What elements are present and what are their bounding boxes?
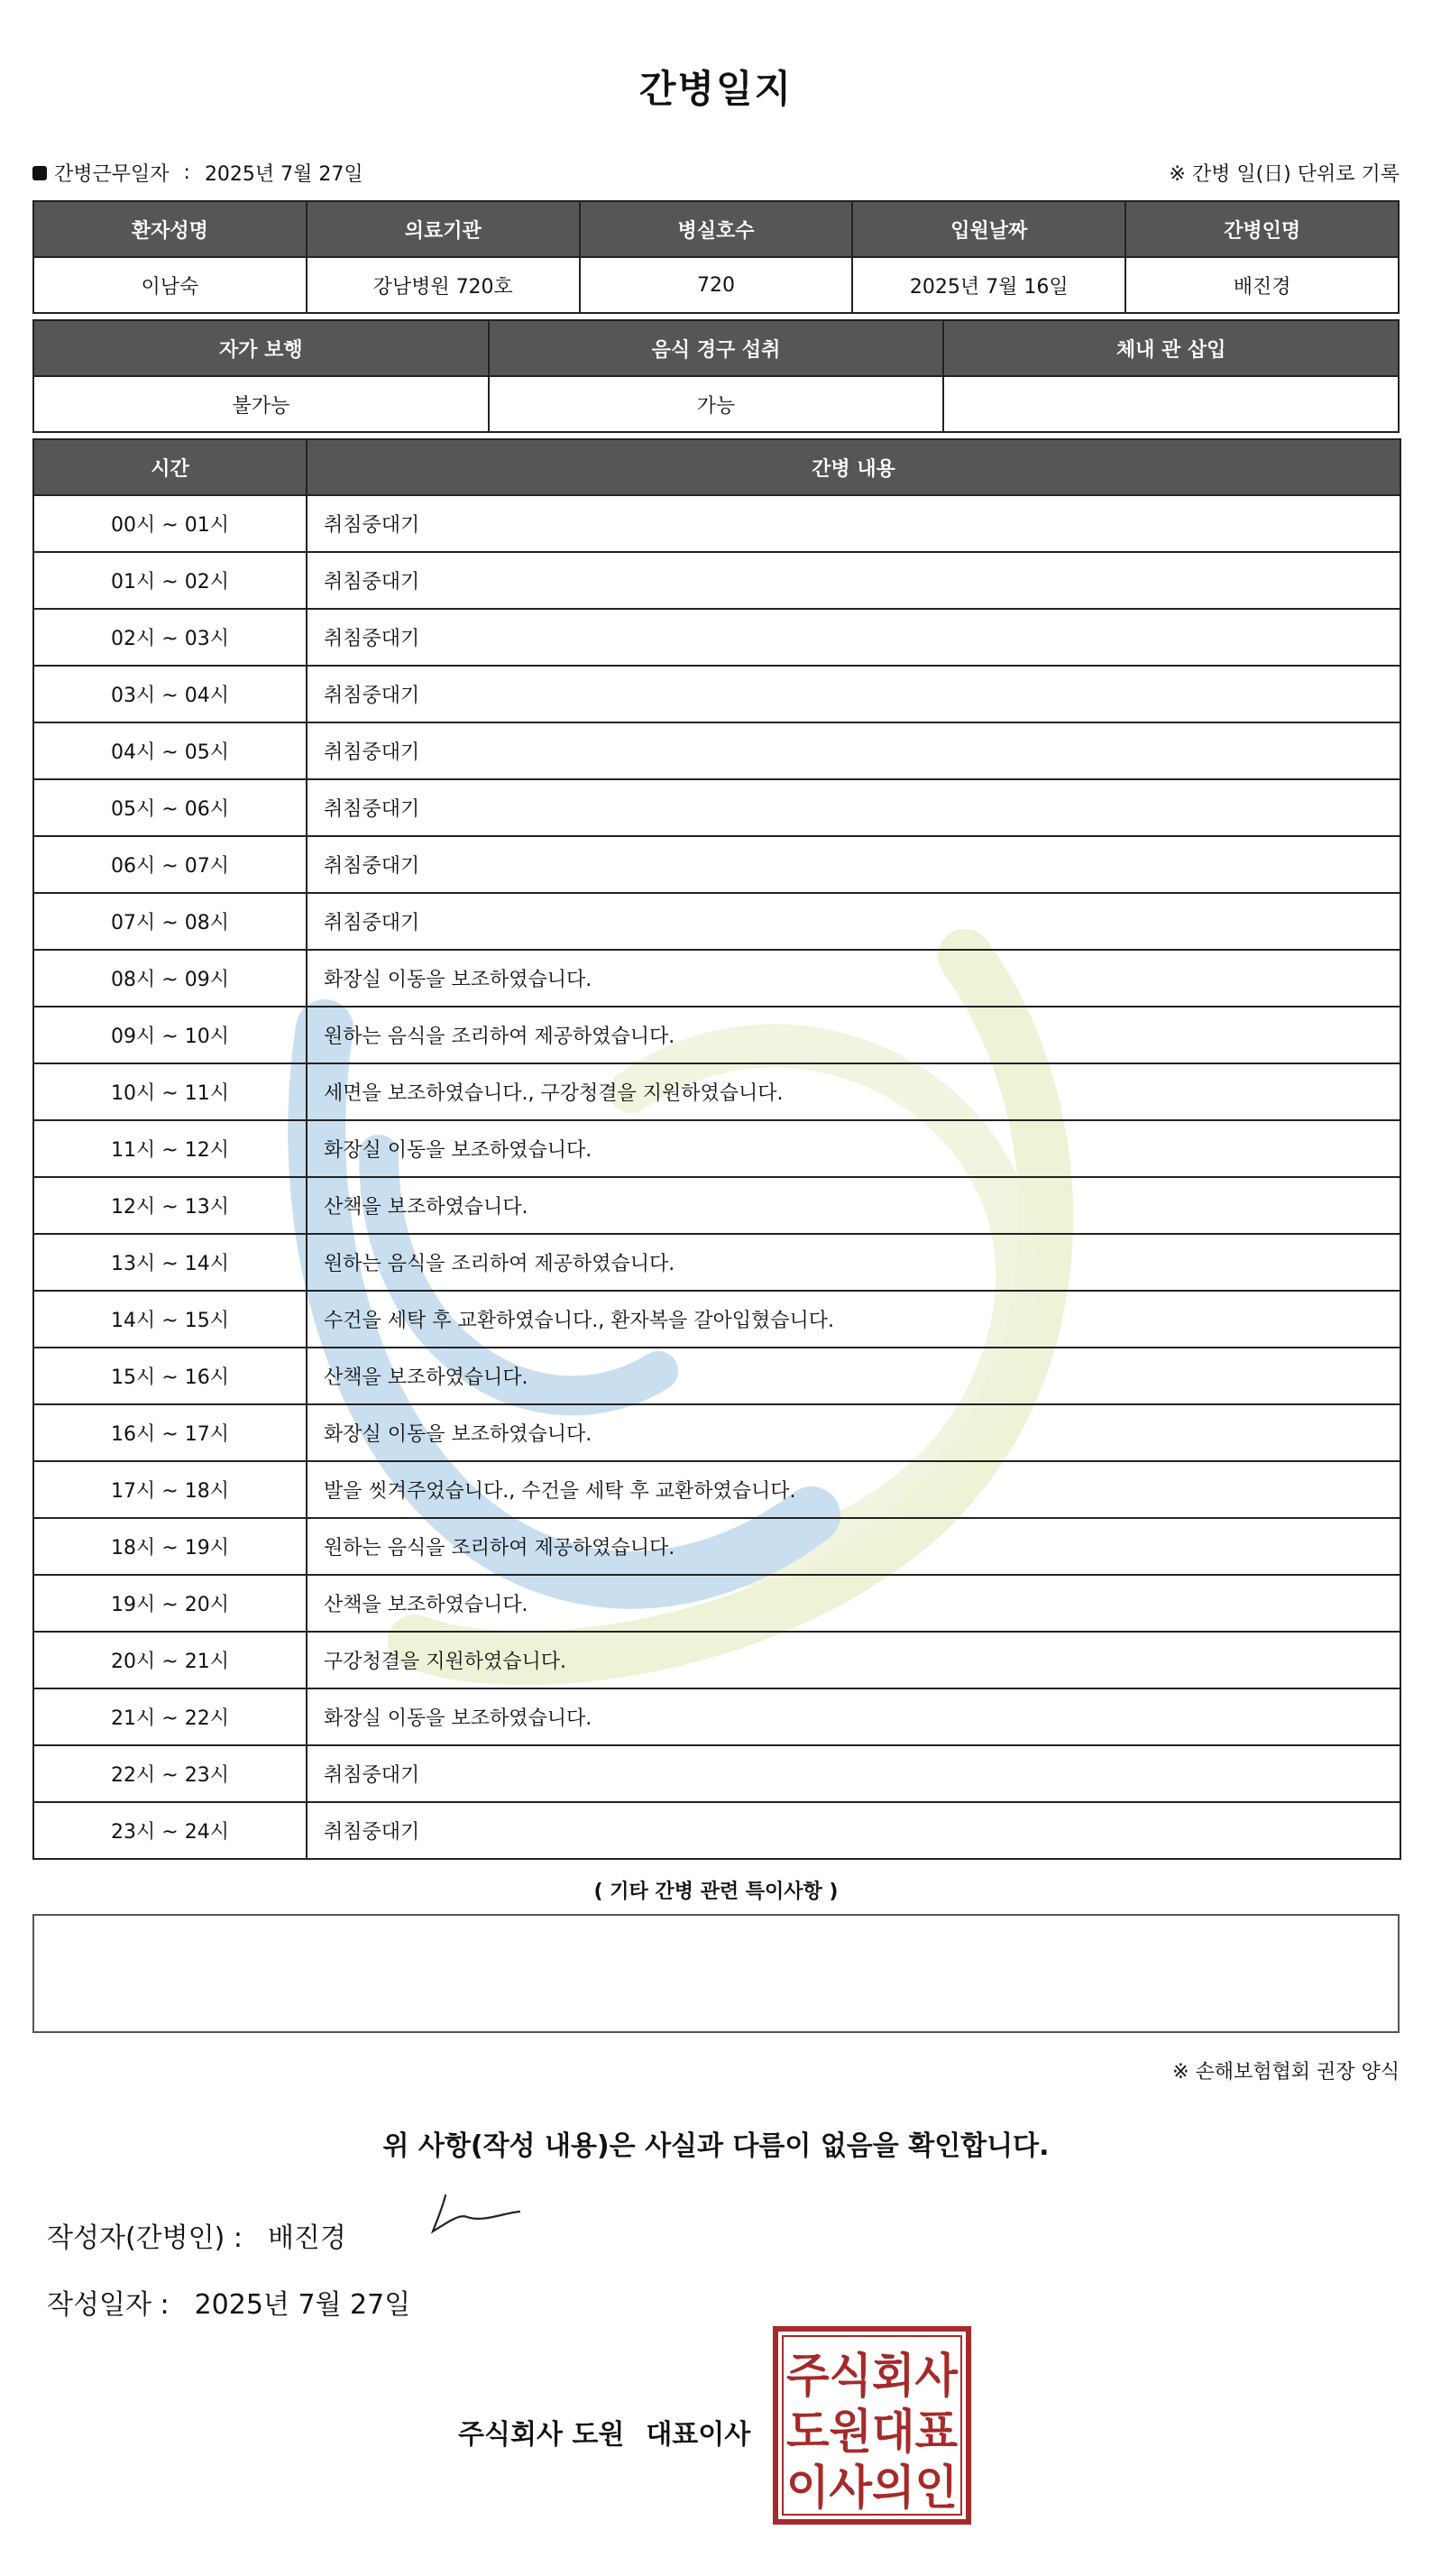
care-log-time: 06시 ~ 07시 (33, 836, 307, 893)
care-log-content: 화장실 이동을 보조하였습니다. (307, 1120, 1400, 1177)
care-log-row (33, 779, 1400, 836)
company-name: 주식회사 도원 (458, 2419, 625, 2451)
care-log-time: 04시 ~ 05시 (33, 722, 307, 779)
care-log-content: 취침중대기 (307, 552, 1400, 609)
care-log-time: 15시 ~ 16시 (33, 1348, 307, 1404)
work-date-label: 간병근무일자 (54, 163, 170, 186)
care-log-row (33, 1177, 1400, 1234)
care-log-row (33, 1575, 1400, 1632)
admission-date: 2025년 7월 16일 (852, 257, 1125, 313)
company-seal-stamp (772, 2325, 972, 2525)
care-log-row (33, 1120, 1400, 1177)
care-log-row (33, 950, 1400, 1007)
patient-status-table (32, 319, 1400, 433)
written-date-value: 2025년 7월 27일 (194, 2289, 411, 2321)
header-hospital: 의료기관 (307, 201, 580, 257)
writer-name: 배진경 (267, 2222, 346, 2254)
care-log-time: 03시 ~ 04시 (33, 666, 307, 722)
patient-info-header-row (33, 201, 1399, 257)
care-log-row (33, 1688, 1400, 1745)
header-self-walking: 자가 보행 (33, 320, 489, 376)
care-log-time: 09시 ~ 10시 (33, 1007, 307, 1063)
care-log-row (33, 1632, 1400, 1688)
care-log-time: 10시 ~ 11시 (33, 1063, 307, 1120)
care-log-time: 16시 ~ 17시 (33, 1404, 307, 1461)
care-log-content: 화장실 이동을 보조하였습니다. (307, 1404, 1400, 1461)
care-log-header-row (33, 439, 1400, 495)
care-log-table (32, 438, 1401, 1860)
care-log-content: 취침중대기 (307, 1745, 1400, 1802)
care-log-time: 01시 ~ 02시 (33, 552, 307, 609)
care-log-time: 13시 ~ 14시 (33, 1234, 307, 1291)
care-log-row (33, 495, 1400, 552)
care-log-row (33, 1404, 1400, 1461)
self-walking-value: 불가능 (33, 376, 489, 432)
remarks-title: ( 기타 간병 관련 특이사항 ) (593, 1881, 839, 1903)
work-date (32, 159, 363, 187)
care-log-content: 원하는 음식을 조리하여 제공하였습니다. (307, 1234, 1400, 1291)
care-log-content: 산책을 보조하였습니다. (307, 1348, 1400, 1404)
care-log-row (33, 1234, 1400, 1291)
care-log-time: 19시 ~ 20시 (33, 1575, 307, 1632)
care-log-time: 22시 ~ 23시 (33, 1745, 307, 1802)
care-log-row (33, 609, 1400, 666)
form-source-note: ※ 손해보험협회 권장 양식 (1172, 2061, 1400, 2084)
patient-name: 이남숙 (33, 257, 307, 313)
care-log-row (33, 1063, 1400, 1120)
care-log-row (33, 552, 1400, 609)
care-log-content: 화장실 이동을 보조하였습니다. (307, 950, 1400, 1007)
work-date-value: 2025년 7월 27일 (204, 163, 363, 186)
care-log-content: 취침중대기 (307, 836, 1400, 893)
confirmation-statement: 위 사항(작성 내용)은 사실과 다름이 없음을 확인합니다. (382, 2130, 1050, 2162)
patient-status-header-row (33, 320, 1399, 376)
care-log-content: 구강청결을 지원하였습니다. (307, 1632, 1400, 1688)
care-log-row (33, 666, 1400, 722)
bullet-square-icon (32, 166, 47, 180)
writer-label: 작성자(간병인) : (47, 2222, 243, 2254)
care-log-time: 21시 ~ 22시 (33, 1688, 307, 1745)
header-care-content: 간병 내용 (307, 439, 1400, 495)
care-log-row (33, 722, 1400, 779)
meta-row (32, 159, 1400, 186)
page-title: 간병일지 (638, 67, 794, 111)
care-log-time: 20시 ~ 21시 (33, 1632, 307, 1688)
care-log-content: 산책을 보조하였습니다. (307, 1177, 1400, 1234)
seal-line-3: 이사의인 (786, 2461, 958, 2516)
header-time: 시간 (33, 439, 307, 495)
written-date-label: 작성일자 : (47, 2289, 170, 2321)
care-log-row (33, 1007, 1400, 1063)
care-log-time: 17시 ~ 18시 (33, 1461, 307, 1518)
header-oral-intake: 음식 경구 섭취 (489, 320, 944, 376)
care-log-content: 취침중대기 (307, 779, 1400, 836)
care-log-content: 취침중대기 (307, 609, 1400, 666)
oral-intake-value: 가능 (489, 376, 944, 432)
care-log-content: 화장실 이동을 보조하였습니다. (307, 1688, 1400, 1745)
patient-info-value-row (33, 257, 1399, 313)
care-log-row (33, 1348, 1400, 1404)
company-signature (458, 2412, 750, 2452)
care-log-time: 14시 ~ 15시 (33, 1291, 307, 1348)
care-log-row (33, 1745, 1400, 1802)
care-log-content: 취침중대기 (307, 722, 1400, 779)
remarks-box (32, 1914, 1400, 2033)
caregiver-name: 배진경 (1125, 257, 1399, 313)
care-log-content: 산책을 보조하였습니다. (307, 1575, 1400, 1632)
room-number: 720 (580, 257, 853, 313)
hospital-name: 강남병원 720호 (307, 257, 580, 313)
header-caregiver: 간병인명 (1125, 201, 1399, 257)
care-log-time: 08시 ~ 09시 (33, 950, 307, 1007)
header-room: 병실호수 (580, 201, 853, 257)
care-log-time: 07시 ~ 08시 (33, 893, 307, 950)
seal-line-1: 주식회사 (786, 2350, 959, 2404)
care-log-time: 11시 ~ 12시 (33, 1120, 307, 1177)
care-log-content: 발을 씻겨주었습니다., 수건을 세탁 후 교환하였습니다. (307, 1461, 1400, 1518)
care-log-row (33, 1291, 1400, 1348)
care-log-content: 취침중대기 (307, 495, 1400, 552)
header-admission-date: 입원날짜 (852, 201, 1125, 257)
company-role: 대표이사 (646, 2419, 751, 2451)
care-log-content: 원하는 음식을 조리하여 제공하였습니다. (307, 1518, 1400, 1575)
signature-image (429, 2186, 528, 2240)
care-log-content: 원하는 음식을 조리하여 제공하였습니다. (307, 1007, 1400, 1063)
care-log-content: 수건을 세탁 후 교환하였습니다., 환자복을 갈아입혔습니다. (307, 1291, 1400, 1348)
care-log-row (33, 893, 1400, 950)
care-log-row (33, 836, 1400, 893)
care-log-time: 05시 ~ 06시 (33, 779, 307, 836)
seal-line-2: 도원대표 (786, 2406, 958, 2460)
unit-note: ※ 간병 일(日) 단위로 기록 (1169, 163, 1400, 186)
work-date-separator: : (183, 161, 190, 184)
care-log-row (33, 1461, 1400, 1518)
care-log-time: 12시 ~ 13시 (33, 1177, 307, 1234)
care-log-row (33, 1518, 1400, 1575)
written-date-row (47, 2282, 410, 2322)
care-log-content: 세면을 보조하였습니다., 구강청결을 지원하였습니다. (307, 1063, 1400, 1120)
care-log-time: 23시 ~ 24시 (33, 1802, 307, 1859)
care-log-content: 취침중대기 (307, 666, 1400, 722)
header-tube-insertion: 체내 관 삽입 (943, 320, 1399, 376)
patient-info-table (32, 200, 1400, 314)
tube-insertion-value (943, 376, 1399, 432)
writer-row (47, 2215, 346, 2255)
care-log-row (33, 1802, 1400, 1859)
care-log-time: 18시 ~ 19시 (33, 1518, 307, 1575)
header-patient-name: 환자성명 (33, 201, 307, 257)
care-log-time: 00시 ~ 01시 (33, 495, 307, 552)
patient-status-value-row (33, 376, 1399, 432)
care-log-content: 취침중대기 (307, 893, 1400, 950)
care-log-content: 취침중대기 (307, 1802, 1400, 1859)
care-log-time: 02시 ~ 03시 (33, 609, 307, 666)
